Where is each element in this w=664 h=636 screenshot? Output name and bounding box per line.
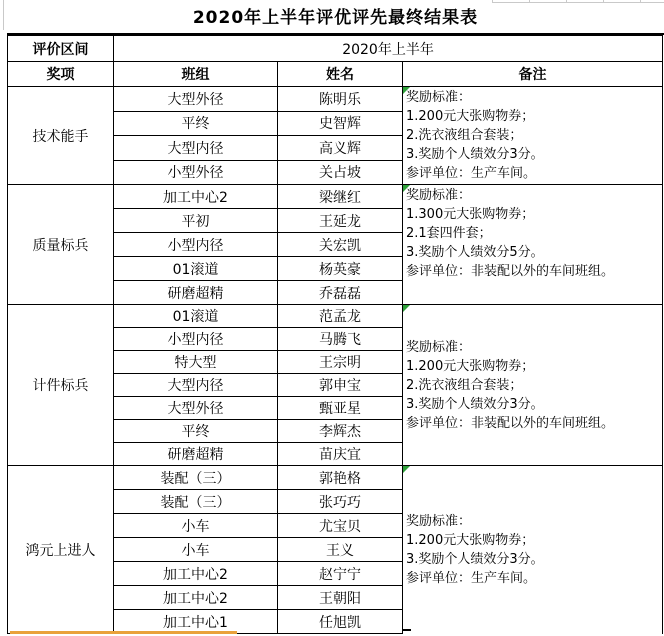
remark-cell [403, 185, 663, 305]
team-cell: 01滚道 [114, 257, 278, 281]
team-cell: 装配（三） [114, 466, 278, 490]
table-row [8, 87, 663, 112]
remark-line: 奖励标准： [406, 513, 472, 529]
cell-error-flag-icon [403, 305, 410, 312]
remark-line: 1.200元大张购物券； [406, 109, 535, 124]
name-cell: 任旭凯 [278, 610, 403, 634]
award-cell: 技术能手 [8, 87, 114, 185]
name-cell: 甄亚星 [278, 397, 403, 420]
meta-row [8, 36, 663, 62]
team-cell: 平初 [114, 209, 278, 233]
column-header-name: 姓名 [278, 62, 403, 87]
award-cell: 计件标兵 [8, 305, 114, 466]
remark-line: 1.300元大张购物券； [406, 207, 535, 222]
gridline-artifact-left [3, 0, 4, 30]
name-cell: 梁继红 [278, 185, 403, 209]
name-cell: 陈明乐 [278, 87, 403, 112]
team-cell: 大型外径 [114, 87, 278, 112]
remark-cell [403, 305, 663, 466]
name-cell: 史智辉 [278, 111, 403, 136]
name-cell: 范孟龙 [278, 305, 403, 328]
name-cell: 王朝阳 [278, 586, 403, 610]
name-cell: 赵宁宁 [278, 562, 403, 586]
name-cell: 关占坡 [278, 160, 403, 185]
remark-cell [403, 87, 663, 185]
team-cell: 01滚道 [114, 305, 278, 328]
name-cell: 关宏凯 [278, 233, 403, 257]
name-cell: 郭申宝 [278, 374, 403, 397]
remark-line: 3.奖励个人绩效分3分。 [406, 147, 544, 162]
award-cell: 鸿元上进人 [8, 466, 114, 634]
name-cell: 王延龙 [278, 209, 403, 233]
name-cell: 张巧巧 [278, 490, 403, 514]
remark-line: 奖励标准： [406, 188, 472, 203]
team-cell: 平终 [114, 420, 278, 443]
cell-error-flag-icon [403, 185, 410, 192]
name-cell: 马腾飞 [278, 328, 403, 351]
team-cell: 大型外径 [114, 397, 278, 420]
remark-line: 参评单位：生产车间。 [406, 570, 537, 586]
team-cell: 大型内径 [114, 136, 278, 161]
name-cell: 郭艳格 [278, 466, 403, 490]
award-cell: 质量标兵 [8, 185, 114, 305]
table-row [8, 305, 663, 328]
header-row [8, 62, 663, 87]
remark-line: 参评单位：生产车间。 [406, 166, 537, 181]
team-cell: 加工中心2 [114, 586, 278, 610]
column-header-remark: 备注 [403, 62, 663, 87]
remark-line: 1.200元大张购物券； [406, 532, 535, 548]
column-header-award: 奖项 [8, 62, 114, 87]
team-cell: 小型外径 [114, 160, 278, 185]
remark-line: 3.奖励个人绩效分5分。 [406, 245, 544, 260]
name-cell: 高义辉 [278, 136, 403, 161]
remark-line: 参评单位：非装配以外的车间班组。 [406, 415, 615, 431]
team-cell: 大型内径 [114, 374, 278, 397]
team-cell: 加工中心2 [114, 562, 278, 586]
remark-line: 2.洗衣液组合套装； [406, 128, 523, 143]
team-cell: 小车 [114, 538, 278, 562]
remark-line: 3.奖励个人绩效分3分。 [406, 396, 544, 412]
remark-line: 2.1套四件套； [406, 226, 492, 241]
cell-error-flag-icon [403, 87, 410, 94]
name-cell: 王义 [278, 538, 403, 562]
team-cell: 小车 [114, 514, 278, 538]
name-cell: 王宗明 [278, 351, 403, 374]
name-cell: 乔磊磊 [278, 281, 403, 305]
team-cell: 装配（三） [114, 490, 278, 514]
name-cell: 李辉杰 [278, 420, 403, 443]
column-header-team: 班组 [114, 62, 278, 87]
meta-value-cell: 2020年上半年 [114, 36, 663, 62]
results-table [7, 35, 663, 634]
team-cell: 小型内径 [114, 328, 278, 351]
border-stub [402, 629, 411, 631]
team-cell: 加工中心2 [114, 185, 278, 209]
bottom-accent-line [10, 631, 237, 634]
team-cell: 研磨超精 [114, 281, 278, 305]
remark-line: 1.200元大张购物券； [406, 358, 535, 374]
remark-line: 2.洗衣液组合套装； [406, 377, 523, 393]
cell-error-flag-icon [403, 466, 410, 473]
team-cell: 加工中心1 [114, 610, 278, 634]
team-cell: 特大型 [114, 351, 278, 374]
table-row [8, 185, 663, 209]
remark-line: 奖励标准： [406, 90, 472, 105]
remark-cell [403, 466, 663, 634]
page-title: 2020年上半年评优评先最终结果表 [7, 0, 664, 35]
name-cell: 杨英豪 [278, 257, 403, 281]
remark-line: 3.奖励个人绩效分3分。 [406, 551, 544, 567]
results-table-sheet [7, 0, 664, 634]
table-row [8, 466, 663, 490]
remark-line: 参评单位：非装配以外的车间班组。 [406, 264, 615, 279]
team-cell: 研磨超精 [114, 443, 278, 466]
meta-label-cell: 评价区间 [8, 36, 114, 62]
name-cell: 尤宝贝 [278, 514, 403, 538]
team-cell: 平终 [114, 111, 278, 136]
remark-line: 奖励标准： [406, 339, 472, 355]
name-cell: 苗庆宜 [278, 443, 403, 466]
team-cell: 小型内径 [114, 233, 278, 257]
